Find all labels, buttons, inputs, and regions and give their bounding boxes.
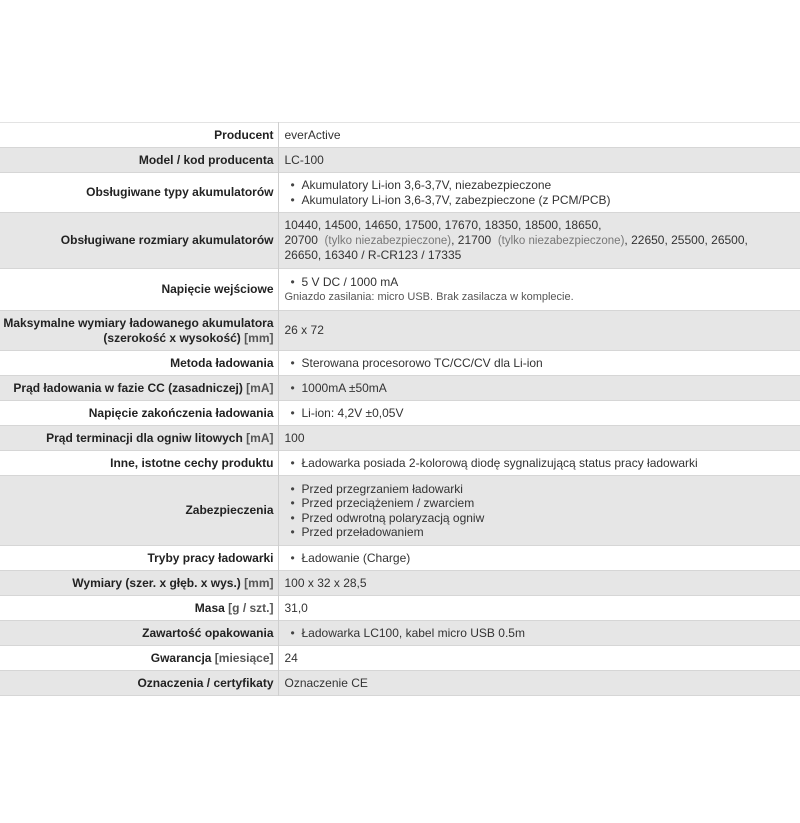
spec-row-battery-sizes xyxy=(0,213,800,269)
spec-value: 24 xyxy=(278,646,800,671)
spec-value-list xyxy=(285,551,800,566)
spec-row-charging-method xyxy=(0,351,800,376)
spec-value-list xyxy=(285,482,800,540)
spec-value xyxy=(278,451,800,476)
spec-value xyxy=(278,173,800,213)
list-item: • 1000mA ±50mA xyxy=(291,381,800,396)
spec-label: Oznaczenia / certyfikaty xyxy=(137,675,274,690)
spec-label: Napięcie zakończenia ładowania xyxy=(88,405,274,420)
spec-value: LC-100 xyxy=(278,148,800,173)
list-item: • Przed odwrotną polaryzacją ogniw xyxy=(291,511,800,526)
spec-label: Napięcie wejściowe xyxy=(161,282,274,296)
spec-label: Maksymalne wymiary ładowanego akumulatora (szerokość x wysokość) [mm] xyxy=(3,315,274,345)
spec-row-input-voltage xyxy=(0,269,800,311)
spec-value-list xyxy=(285,381,800,396)
spec-row-model xyxy=(0,148,800,173)
spec-value-list xyxy=(285,275,800,290)
list-item: • Przed przeciążeniem / zwarciem xyxy=(291,496,800,511)
spec-value: Oznaczenie CE xyxy=(278,671,800,696)
sizes-line-2: 20700 (tylko niezabezpieczone), 21700 (tylko niezabezpieczone), 22650, 25500, 26500, xyxy=(284,232,748,247)
spec-label: Prąd terminacji dla ogniw litowych [mA] xyxy=(46,430,274,445)
spec-row-warranty xyxy=(0,646,800,671)
spec-row-dimensions xyxy=(0,571,800,596)
list-item: • Li-ion: 4,2V ±0,05V xyxy=(291,406,800,421)
spec-row-other-features xyxy=(0,451,800,476)
spec-unit: [mA] xyxy=(246,380,274,395)
spec-value xyxy=(278,351,800,376)
spec-label: Gwarancja [miesiące] xyxy=(150,650,274,665)
spec-label: Obsługiwane rozmiary akumulatorów xyxy=(60,233,274,247)
spec-value: everActive xyxy=(278,123,800,148)
spec-row-max-dimensions xyxy=(0,311,800,351)
list-item: • Sterowana procesorowo TC/CC/CV dla Li-ion xyxy=(291,356,800,371)
list-item: • 5 V DC / 1000 mA xyxy=(291,275,800,290)
spec-label: Prąd ładowania w fazie CC (zasadniczej) [mA] xyxy=(13,380,274,395)
spec-row-certificates xyxy=(0,671,800,696)
sizes-note: (tylko niezabezpieczone) xyxy=(497,234,625,247)
spec-value xyxy=(278,401,800,426)
spec-value-list xyxy=(285,626,800,641)
list-item: • Akumulatory Li-ion 3,6-3,7V, zabezpieczone (z PCM/PCB) xyxy=(291,193,800,208)
spec-value: 26 x 72 xyxy=(278,311,800,351)
spec-value xyxy=(278,621,800,646)
spec-note: Gniazdo zasilania: micro USB. Brak zasilacza w komplecie. xyxy=(284,291,574,303)
spec-row-producent xyxy=(0,123,800,148)
spec-unit: [mm] xyxy=(244,575,274,590)
list-item: • Akumulatory Li-ion 3,6-3,7V, niezabezpieczone xyxy=(291,178,800,193)
spec-value-list xyxy=(285,356,800,371)
spec-row-protections xyxy=(0,476,800,546)
spec-label: Tryby pracy ładowarki xyxy=(147,550,274,565)
spec-unit: [miesiące] xyxy=(214,650,274,665)
spec-label: Producent xyxy=(214,127,274,142)
spec-value: 31,0 xyxy=(278,596,800,621)
spec-row-charging-current xyxy=(0,376,800,401)
spec-label: Obsługiwane typy akumulatorów xyxy=(86,185,274,199)
sizes-line-3: 26650, 16340 / R-CR123 / 17335 xyxy=(284,248,462,263)
spec-label: Metoda ładowania xyxy=(170,355,274,370)
spec-value-list xyxy=(285,178,800,207)
list-item: • Przed przegrzaniem ładowarki xyxy=(291,482,800,497)
list-item: • Ładowarka posiada 2-kolorową diodę sygnalizującą status pracy ładowarki xyxy=(291,456,800,471)
spec-value xyxy=(278,269,800,311)
spec-value xyxy=(278,476,800,546)
spec-label: Wymiary (szer. x głęb. x wys.) [mm] xyxy=(72,575,274,590)
list-item: • Ładowanie (Charge) xyxy=(291,551,800,566)
spec-label: Masa [g / szt.] xyxy=(194,600,274,615)
sizes-note: (tylko niezabezpieczone) xyxy=(324,234,452,247)
specification-table xyxy=(0,122,800,696)
spec-row-weight xyxy=(0,596,800,621)
spec-row-end-voltage xyxy=(0,401,800,426)
spec-value xyxy=(278,546,800,571)
spec-unit: [g / szt.] xyxy=(228,600,274,615)
spec-label: Zabezpieczenia xyxy=(185,503,274,517)
spec-label: Zawartość opakowania xyxy=(142,625,274,640)
spec-unit: [mm] xyxy=(244,330,274,345)
spec-unit: [mA] xyxy=(246,430,274,445)
spec-value-list xyxy=(285,406,800,421)
spec-value xyxy=(278,376,800,401)
sizes-line-1: 10440, 14500, 14650, 17500, 17670, 18350, 18500, 18650, xyxy=(284,218,602,233)
spec-value-list xyxy=(285,456,800,471)
spec-label: Inne, istotne cechy produktu xyxy=(110,455,274,470)
spec-label: Model / kod producenta xyxy=(138,152,274,167)
list-item: • Ładowarka LC100, kabel micro USB 0.5m xyxy=(291,626,800,641)
spec-row-operating-modes xyxy=(0,546,800,571)
spec-row-package-contents xyxy=(0,621,800,646)
spec-row-battery-types xyxy=(0,173,800,213)
spec-row-termination-current xyxy=(0,426,800,451)
spec-value: 100 x 32 x 28,5 xyxy=(278,571,800,596)
spec-value: 100 xyxy=(278,426,800,451)
spec-value xyxy=(278,213,800,269)
list-item: • Przed przeładowaniem xyxy=(291,525,800,540)
